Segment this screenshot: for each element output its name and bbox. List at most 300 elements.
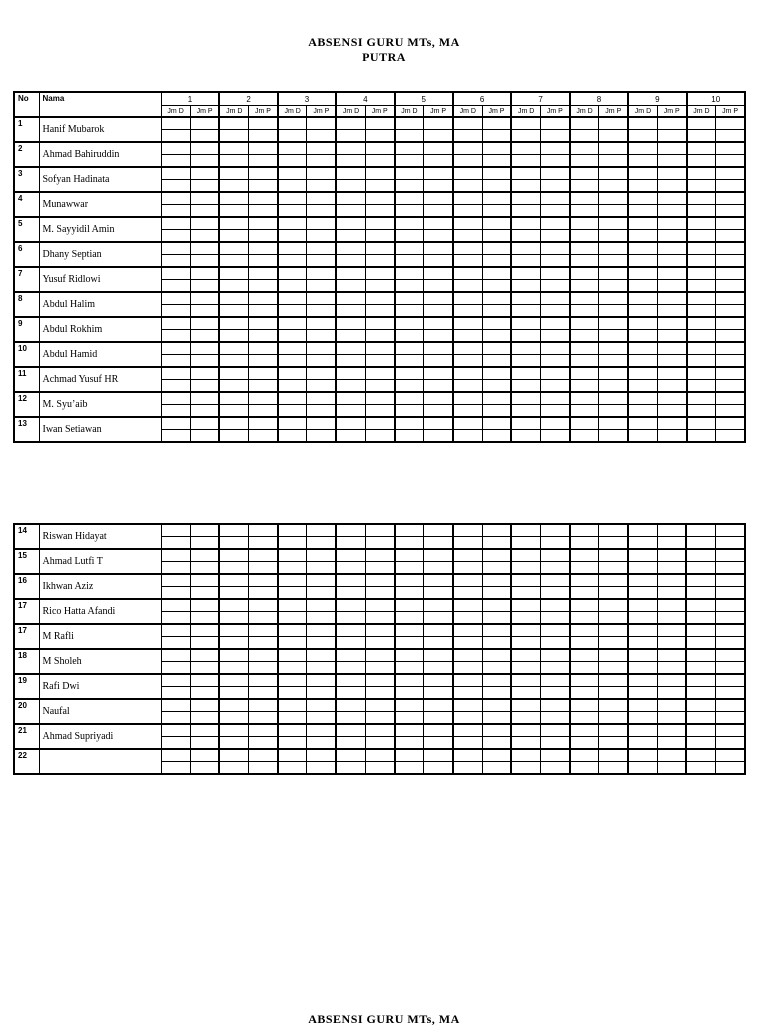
- attendance-cell[interactable]: [453, 380, 482, 393]
- attendance-cell[interactable]: [570, 537, 599, 550]
- attendance-cell[interactable]: [249, 524, 278, 537]
- attendance-cell[interactable]: [540, 537, 569, 550]
- attendance-cell[interactable]: [278, 130, 307, 143]
- attendance-cell[interactable]: [628, 367, 657, 380]
- attendance-cell[interactable]: [599, 292, 628, 305]
- attendance-cell[interactable]: [599, 524, 628, 537]
- attendance-cell[interactable]: [511, 330, 540, 343]
- attendance-cell[interactable]: [278, 687, 307, 700]
- attendance-cell[interactable]: [511, 430, 540, 443]
- attendance-cell[interactable]: [249, 599, 278, 612]
- attendance-cell[interactable]: [219, 130, 248, 143]
- attendance-cell[interactable]: [307, 217, 336, 230]
- attendance-cell[interactable]: [686, 524, 715, 537]
- attendance-cell[interactable]: [541, 405, 570, 418]
- attendance-cell[interactable]: [190, 562, 219, 575]
- attendance-cell[interactable]: [219, 280, 248, 293]
- attendance-cell[interactable]: [219, 180, 248, 193]
- attendance-cell[interactable]: [249, 687, 278, 700]
- attendance-cell[interactable]: [599, 317, 628, 330]
- attendance-cell[interactable]: [570, 724, 599, 737]
- attendance-cell[interactable]: [249, 130, 278, 143]
- attendance-cell[interactable]: [657, 712, 686, 725]
- attendance-cell[interactable]: [570, 342, 599, 355]
- attendance-cell[interactable]: [686, 649, 715, 662]
- attendance-cell[interactable]: [511, 130, 540, 143]
- attendance-cell[interactable]: [249, 367, 278, 380]
- attendance-cell[interactable]: [365, 737, 394, 750]
- attendance-cell[interactable]: [190, 317, 219, 330]
- attendance-cell[interactable]: [540, 737, 569, 750]
- attendance-cell[interactable]: [278, 612, 307, 625]
- attendance-cell[interactable]: [395, 549, 424, 562]
- attendance-cell[interactable]: [541, 117, 570, 130]
- attendance-cell[interactable]: [307, 180, 336, 193]
- attendance-cell[interactable]: [395, 699, 424, 712]
- attendance-cell[interactable]: [541, 180, 570, 193]
- attendance-cell[interactable]: [395, 342, 424, 355]
- attendance-cell[interactable]: [249, 537, 278, 550]
- attendance-cell[interactable]: [365, 155, 394, 168]
- attendance-cell[interactable]: [570, 205, 599, 218]
- attendance-cell[interactable]: [687, 255, 716, 268]
- attendance-cell[interactable]: [687, 380, 716, 393]
- attendance-cell[interactable]: [686, 587, 715, 600]
- attendance-cell[interactable]: [219, 649, 248, 662]
- attendance-cell[interactable]: [307, 762, 336, 775]
- attendance-cell[interactable]: [716, 649, 745, 662]
- attendance-cell[interactable]: [161, 724, 190, 737]
- attendance-cell[interactable]: [278, 712, 307, 725]
- attendance-cell[interactable]: [716, 255, 745, 268]
- attendance-cell[interactable]: [541, 355, 570, 368]
- attendance-cell[interactable]: [365, 537, 394, 550]
- attendance-cell[interactable]: [541, 380, 570, 393]
- attendance-cell[interactable]: [657, 430, 686, 443]
- attendance-cell[interactable]: [628, 155, 657, 168]
- attendance-cell[interactable]: [599, 342, 628, 355]
- attendance-cell[interactable]: [336, 117, 365, 130]
- attendance-cell[interactable]: [482, 155, 511, 168]
- attendance-cell[interactable]: [540, 574, 569, 587]
- attendance-cell[interactable]: [686, 674, 715, 687]
- attendance-cell[interactable]: [336, 205, 365, 218]
- attendance-cell[interactable]: [249, 230, 278, 243]
- attendance-cell[interactable]: [424, 155, 453, 168]
- attendance-cell[interactable]: [541, 305, 570, 318]
- attendance-cell[interactable]: [453, 749, 482, 762]
- attendance-cell[interactable]: [161, 574, 190, 587]
- attendance-cell[interactable]: [424, 599, 453, 612]
- attendance-cell[interactable]: [511, 537, 540, 550]
- attendance-cell[interactable]: [716, 317, 745, 330]
- attendance-cell[interactable]: [307, 230, 336, 243]
- attendance-cell[interactable]: [278, 699, 307, 712]
- attendance-cell[interactable]: [278, 637, 307, 650]
- attendance-cell[interactable]: [190, 699, 219, 712]
- attendance-cell[interactable]: [657, 217, 686, 230]
- attendance-cell[interactable]: [570, 192, 599, 205]
- attendance-cell[interactable]: [336, 574, 365, 587]
- attendance-cell[interactable]: [161, 524, 190, 537]
- attendance-cell[interactable]: [716, 380, 745, 393]
- attendance-cell[interactable]: [657, 267, 686, 280]
- attendance-cell[interactable]: [570, 762, 599, 775]
- attendance-cell[interactable]: [161, 230, 190, 243]
- attendance-cell[interactable]: [657, 749, 686, 762]
- attendance-cell[interactable]: [249, 155, 278, 168]
- attendance-cell[interactable]: [599, 687, 628, 700]
- attendance-cell[interactable]: [482, 355, 511, 368]
- attendance-cell[interactable]: [657, 355, 686, 368]
- attendance-cell[interactable]: [336, 305, 365, 318]
- attendance-cell[interactable]: [482, 712, 511, 725]
- attendance-cell[interactable]: [307, 724, 336, 737]
- attendance-cell[interactable]: [716, 549, 745, 562]
- attendance-cell[interactable]: [687, 417, 716, 430]
- attendance-cell[interactable]: [657, 574, 686, 587]
- attendance-cell[interactable]: [482, 180, 511, 193]
- attendance-cell[interactable]: [570, 524, 599, 537]
- attendance-cell[interactable]: [249, 392, 278, 405]
- attendance-cell[interactable]: [161, 317, 190, 330]
- attendance-cell[interactable]: [307, 417, 336, 430]
- attendance-cell[interactable]: [482, 724, 511, 737]
- attendance-cell[interactable]: [687, 430, 716, 443]
- attendance-cell[interactable]: [278, 737, 307, 750]
- attendance-cell[interactable]: [482, 205, 511, 218]
- attendance-cell[interactable]: [249, 417, 278, 430]
- attendance-cell[interactable]: [307, 712, 336, 725]
- attendance-cell[interactable]: [482, 230, 511, 243]
- attendance-cell[interactable]: [249, 649, 278, 662]
- attendance-cell[interactable]: [628, 242, 657, 255]
- attendance-cell[interactable]: [453, 342, 482, 355]
- attendance-cell[interactable]: [161, 417, 190, 430]
- attendance-cell[interactable]: [716, 342, 745, 355]
- attendance-cell[interactable]: [190, 749, 219, 762]
- attendance-cell[interactable]: [511, 637, 540, 650]
- attendance-cell[interactable]: [657, 380, 686, 393]
- attendance-cell[interactable]: [599, 405, 628, 418]
- attendance-cell[interactable]: [161, 355, 190, 368]
- attendance-cell[interactable]: [599, 242, 628, 255]
- attendance-cell[interactable]: [511, 574, 540, 587]
- attendance-cell[interactable]: [716, 662, 745, 675]
- attendance-cell[interactable]: [395, 687, 424, 700]
- attendance-cell[interactable]: [657, 367, 686, 380]
- attendance-cell[interactable]: [570, 267, 599, 280]
- attendance-cell[interactable]: [307, 342, 336, 355]
- attendance-cell[interactable]: [628, 292, 657, 305]
- attendance-cell[interactable]: [395, 524, 424, 537]
- attendance-cell[interactable]: [628, 699, 657, 712]
- attendance-cell[interactable]: [599, 230, 628, 243]
- attendance-cell[interactable]: [628, 524, 657, 537]
- attendance-cell[interactable]: [511, 317, 540, 330]
- attendance-cell[interactable]: [599, 624, 628, 637]
- attendance-cell[interactable]: [424, 712, 453, 725]
- attendance-cell[interactable]: [599, 574, 628, 587]
- attendance-cell[interactable]: [190, 192, 219, 205]
- attendance-cell[interactable]: [599, 749, 628, 762]
- attendance-cell[interactable]: [599, 724, 628, 737]
- attendance-cell[interactable]: [687, 330, 716, 343]
- attendance-cell[interactable]: [219, 392, 248, 405]
- attendance-cell[interactable]: [716, 624, 745, 637]
- attendance-cell[interactable]: [190, 330, 219, 343]
- attendance-cell[interactable]: [424, 737, 453, 750]
- attendance-cell[interactable]: [453, 192, 482, 205]
- attendance-cell[interactable]: [511, 674, 540, 687]
- attendance-cell[interactable]: [599, 192, 628, 205]
- attendance-cell[interactable]: [336, 662, 365, 675]
- attendance-cell[interactable]: [628, 217, 657, 230]
- attendance-cell[interactable]: [424, 762, 453, 775]
- attendance-cell[interactable]: [278, 430, 307, 443]
- attendance-cell[interactable]: [453, 612, 482, 625]
- attendance-cell[interactable]: [161, 142, 190, 155]
- attendance-cell[interactable]: [365, 217, 394, 230]
- attendance-cell[interactable]: [570, 587, 599, 600]
- attendance-cell[interactable]: [307, 367, 336, 380]
- attendance-cell[interactable]: [541, 255, 570, 268]
- attendance-cell[interactable]: [190, 130, 219, 143]
- attendance-cell[interactable]: [395, 142, 424, 155]
- attendance-cell[interactable]: [190, 367, 219, 380]
- attendance-cell[interactable]: [278, 762, 307, 775]
- attendance-cell[interactable]: [686, 724, 715, 737]
- attendance-cell[interactable]: [511, 255, 540, 268]
- attendance-cell[interactable]: [395, 537, 424, 550]
- attendance-cell[interactable]: [716, 405, 745, 418]
- attendance-cell[interactable]: [190, 230, 219, 243]
- attendance-cell[interactable]: [628, 305, 657, 318]
- attendance-cell[interactable]: [716, 267, 745, 280]
- attendance-cell[interactable]: [307, 699, 336, 712]
- attendance-cell[interactable]: [336, 155, 365, 168]
- attendance-cell[interactable]: [541, 317, 570, 330]
- attendance-cell[interactable]: [424, 430, 453, 443]
- attendance-cell[interactable]: [336, 180, 365, 193]
- attendance-cell[interactable]: [716, 537, 745, 550]
- attendance-cell[interactable]: [687, 242, 716, 255]
- attendance-cell[interactable]: [482, 130, 511, 143]
- attendance-cell[interactable]: [657, 242, 686, 255]
- attendance-cell[interactable]: [482, 317, 511, 330]
- attendance-cell[interactable]: [716, 117, 745, 130]
- attendance-cell[interactable]: [628, 712, 657, 725]
- attendance-cell[interactable]: [190, 342, 219, 355]
- attendance-cell[interactable]: [395, 267, 424, 280]
- attendance-cell[interactable]: [453, 392, 482, 405]
- attendance-cell[interactable]: [395, 392, 424, 405]
- attendance-cell[interactable]: [190, 662, 219, 675]
- attendance-cell[interactable]: [453, 305, 482, 318]
- attendance-cell[interactable]: [219, 624, 248, 637]
- attendance-cell[interactable]: [570, 292, 599, 305]
- attendance-cell[interactable]: [365, 330, 394, 343]
- attendance-cell[interactable]: [395, 674, 424, 687]
- attendance-cell[interactable]: [336, 737, 365, 750]
- attendance-cell[interactable]: [307, 267, 336, 280]
- attendance-cell[interactable]: [657, 524, 686, 537]
- attendance-cell[interactable]: [336, 417, 365, 430]
- attendance-cell[interactable]: [716, 587, 745, 600]
- attendance-cell[interactable]: [307, 687, 336, 700]
- attendance-cell[interactable]: [628, 392, 657, 405]
- attendance-cell[interactable]: [540, 749, 569, 762]
- attendance-cell[interactable]: [541, 230, 570, 243]
- attendance-cell[interactable]: [716, 167, 745, 180]
- attendance-cell[interactable]: [628, 549, 657, 562]
- attendance-cell[interactable]: [395, 662, 424, 675]
- attendance-cell[interactable]: [687, 292, 716, 305]
- attendance-cell[interactable]: [453, 699, 482, 712]
- attendance-cell[interactable]: [161, 380, 190, 393]
- attendance-cell[interactable]: [511, 649, 540, 662]
- attendance-cell[interactable]: [161, 537, 190, 550]
- attendance-cell[interactable]: [599, 674, 628, 687]
- attendance-cell[interactable]: [395, 317, 424, 330]
- attendance-cell[interactable]: [190, 417, 219, 430]
- attendance-cell[interactable]: [628, 142, 657, 155]
- attendance-cell[interactable]: [570, 142, 599, 155]
- attendance-cell[interactable]: [307, 524, 336, 537]
- attendance-cell[interactable]: [687, 367, 716, 380]
- attendance-cell[interactable]: [511, 305, 540, 318]
- attendance-cell[interactable]: [657, 180, 686, 193]
- attendance-cell[interactable]: [395, 230, 424, 243]
- attendance-cell[interactable]: [482, 687, 511, 700]
- attendance-cell[interactable]: [687, 142, 716, 155]
- attendance-cell[interactable]: [278, 180, 307, 193]
- attendance-cell[interactable]: [599, 699, 628, 712]
- attendance-cell[interactable]: [161, 737, 190, 750]
- attendance-cell[interactable]: [716, 155, 745, 168]
- attendance-cell[interactable]: [511, 355, 540, 368]
- attendance-cell[interactable]: [541, 330, 570, 343]
- attendance-cell[interactable]: [249, 280, 278, 293]
- attendance-cell[interactable]: [424, 267, 453, 280]
- attendance-cell[interactable]: [540, 674, 569, 687]
- attendance-cell[interactable]: [570, 305, 599, 318]
- attendance-cell[interactable]: [161, 762, 190, 775]
- attendance-cell[interactable]: [190, 674, 219, 687]
- attendance-cell[interactable]: [599, 649, 628, 662]
- attendance-cell[interactable]: [687, 305, 716, 318]
- attendance-cell[interactable]: [190, 117, 219, 130]
- attendance-cell[interactable]: [424, 749, 453, 762]
- attendance-cell[interactable]: [570, 417, 599, 430]
- attendance-cell[interactable]: [365, 255, 394, 268]
- attendance-cell[interactable]: [219, 674, 248, 687]
- attendance-cell[interactable]: [307, 192, 336, 205]
- attendance-cell[interactable]: [190, 292, 219, 305]
- attendance-cell[interactable]: [628, 624, 657, 637]
- attendance-cell[interactable]: [424, 562, 453, 575]
- attendance-cell[interactable]: [687, 117, 716, 130]
- attendance-cell[interactable]: [307, 612, 336, 625]
- attendance-cell[interactable]: [599, 712, 628, 725]
- attendance-cell[interactable]: [482, 255, 511, 268]
- attendance-cell[interactable]: [599, 612, 628, 625]
- attendance-cell[interactable]: [161, 155, 190, 168]
- attendance-cell[interactable]: [687, 130, 716, 143]
- attendance-cell[interactable]: [570, 612, 599, 625]
- attendance-cell[interactable]: [219, 267, 248, 280]
- attendance-cell[interactable]: [395, 192, 424, 205]
- attendance-cell[interactable]: [249, 430, 278, 443]
- attendance-cell[interactable]: [540, 599, 569, 612]
- attendance-cell[interactable]: [540, 587, 569, 600]
- attendance-cell[interactable]: [336, 587, 365, 600]
- attendance-cell[interactable]: [657, 587, 686, 600]
- attendance-cell[interactable]: [657, 305, 686, 318]
- attendance-cell[interactable]: [453, 292, 482, 305]
- attendance-cell[interactable]: [424, 305, 453, 318]
- attendance-cell[interactable]: [395, 762, 424, 775]
- attendance-cell[interactable]: [249, 405, 278, 418]
- attendance-cell[interactable]: [541, 417, 570, 430]
- attendance-cell[interactable]: [628, 342, 657, 355]
- attendance-cell[interactable]: [336, 687, 365, 700]
- attendance-cell[interactable]: [219, 417, 248, 430]
- attendance-cell[interactable]: [540, 524, 569, 537]
- attendance-cell[interactable]: [249, 192, 278, 205]
- attendance-cell[interactable]: [570, 405, 599, 418]
- attendance-cell[interactable]: [278, 317, 307, 330]
- attendance-cell[interactable]: [161, 687, 190, 700]
- attendance-cell[interactable]: [482, 330, 511, 343]
- attendance-cell[interactable]: [686, 662, 715, 675]
- attendance-cell[interactable]: [511, 712, 540, 725]
- attendance-cell[interactable]: [511, 549, 540, 562]
- attendance-cell[interactable]: [161, 624, 190, 637]
- attendance-cell[interactable]: [541, 142, 570, 155]
- attendance-cell[interactable]: [657, 130, 686, 143]
- attendance-cell[interactable]: [249, 205, 278, 218]
- attendance-cell[interactable]: [570, 380, 599, 393]
- attendance-cell[interactable]: [511, 280, 540, 293]
- attendance-cell[interactable]: [424, 242, 453, 255]
- attendance-cell[interactable]: [278, 255, 307, 268]
- attendance-cell[interactable]: [628, 380, 657, 393]
- attendance-cell[interactable]: [424, 380, 453, 393]
- attendance-cell[interactable]: [482, 737, 511, 750]
- attendance-cell[interactable]: [161, 167, 190, 180]
- attendance-cell[interactable]: [424, 330, 453, 343]
- attendance-cell[interactable]: [365, 674, 394, 687]
- attendance-cell[interactable]: [161, 392, 190, 405]
- attendance-cell[interactable]: [540, 687, 569, 700]
- attendance-cell[interactable]: [686, 712, 715, 725]
- attendance-cell[interactable]: [336, 380, 365, 393]
- attendance-cell[interactable]: [453, 205, 482, 218]
- attendance-cell[interactable]: [161, 180, 190, 193]
- attendance-cell[interactable]: [249, 292, 278, 305]
- attendance-cell[interactable]: [190, 305, 219, 318]
- attendance-cell[interactable]: [424, 392, 453, 405]
- attendance-cell[interactable]: [453, 674, 482, 687]
- attendance-cell[interactable]: [511, 392, 540, 405]
- attendance-cell[interactable]: [716, 355, 745, 368]
- attendance-cell[interactable]: [424, 624, 453, 637]
- attendance-cell[interactable]: [424, 192, 453, 205]
- attendance-cell[interactable]: [599, 217, 628, 230]
- attendance-cell[interactable]: [482, 430, 511, 443]
- attendance-cell[interactable]: [541, 367, 570, 380]
